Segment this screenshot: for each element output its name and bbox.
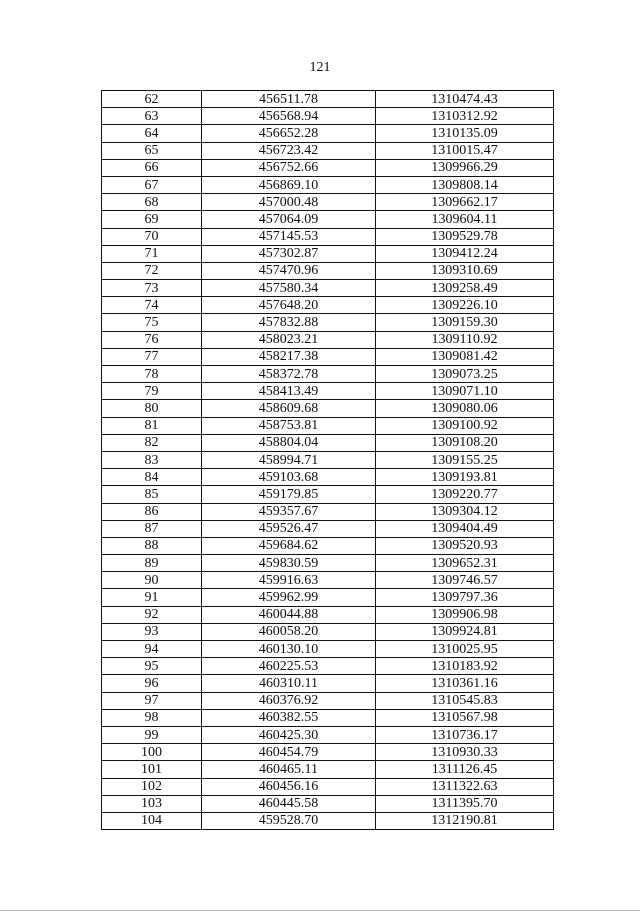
point-number-cell: 71: [102, 245, 202, 262]
point-number-cell: 87: [102, 520, 202, 537]
table-row: [102, 658, 554, 675]
table-row: [102, 262, 554, 279]
y-coordinate-cell: 1310015.47: [376, 142, 554, 159]
y-coordinate-cell: 1309924.81: [376, 623, 554, 640]
x-coordinate-cell: 458753.81: [202, 417, 376, 434]
x-coordinate-cell: 457648.20: [202, 297, 376, 314]
y-coordinate-cell: 1309652.31: [376, 555, 554, 572]
y-coordinate-cell: 1309073.25: [376, 366, 554, 383]
table-row: [102, 91, 554, 108]
point-number-cell: 91: [102, 589, 202, 606]
point-number-cell: 97: [102, 692, 202, 709]
x-coordinate-cell: 460225.53: [202, 658, 376, 675]
y-coordinate-cell: 1310135.09: [376, 125, 554, 142]
x-coordinate-cell: 460310.11: [202, 675, 376, 692]
y-coordinate-cell: 1310567.98: [376, 709, 554, 726]
y-coordinate-cell: 1311322.63: [376, 778, 554, 795]
x-coordinate-cell: 456511.78: [202, 91, 376, 108]
y-coordinate-cell: 1309258.49: [376, 280, 554, 297]
point-number-cell: 73: [102, 280, 202, 297]
x-coordinate-cell: 459962.99: [202, 589, 376, 606]
point-number-cell: 88: [102, 537, 202, 554]
table-row: [102, 383, 554, 400]
point-number-cell: 76: [102, 331, 202, 348]
point-number-cell: 95: [102, 658, 202, 675]
y-coordinate-cell: 1309110.92: [376, 331, 554, 348]
x-coordinate-cell: 458372.78: [202, 366, 376, 383]
x-coordinate-cell: 459526.47: [202, 520, 376, 537]
y-coordinate-cell: 1309155.25: [376, 451, 554, 468]
y-coordinate-cell: 1309529.78: [376, 228, 554, 245]
coordinates-table: [101, 90, 554, 830]
y-coordinate-cell: 1312190.81: [376, 812, 554, 829]
x-coordinate-cell: 460454.79: [202, 744, 376, 761]
x-coordinate-cell: 457832.88: [202, 314, 376, 331]
y-coordinate-cell: 1310361.16: [376, 675, 554, 692]
x-coordinate-cell: 458023.21: [202, 331, 376, 348]
point-number-cell: 70: [102, 228, 202, 245]
table-row: [102, 778, 554, 795]
x-coordinate-cell: 458609.68: [202, 400, 376, 417]
y-coordinate-cell: 1309071.10: [376, 383, 554, 400]
y-coordinate-cell: 1309304.12: [376, 503, 554, 520]
y-coordinate-cell: 1309100.92: [376, 417, 554, 434]
y-coordinate-cell: 1309662.17: [376, 194, 554, 211]
table-row: [102, 709, 554, 726]
table-row: [102, 366, 554, 383]
point-number-cell: 90: [102, 572, 202, 589]
point-number-cell: 84: [102, 469, 202, 486]
y-coordinate-cell: 1309746.57: [376, 572, 554, 589]
y-coordinate-cell: 1311395.70: [376, 795, 554, 812]
y-coordinate-cell: 1310736.17: [376, 726, 554, 743]
y-coordinate-cell: 1310545.83: [376, 692, 554, 709]
point-number-cell: 104: [102, 812, 202, 829]
point-number-cell: 94: [102, 641, 202, 658]
y-coordinate-cell: 1309520.93: [376, 537, 554, 554]
x-coordinate-cell: 459684.62: [202, 537, 376, 554]
x-coordinate-cell: 460425.30: [202, 726, 376, 743]
table-row: [102, 623, 554, 640]
x-coordinate-cell: 457000.48: [202, 194, 376, 211]
x-coordinate-cell: 458994.71: [202, 451, 376, 468]
point-number-cell: 86: [102, 503, 202, 520]
table-row: [102, 589, 554, 606]
point-number-cell: 99: [102, 726, 202, 743]
table-row: [102, 675, 554, 692]
coordinates-table-body: [102, 91, 554, 830]
point-number-cell: 72: [102, 262, 202, 279]
point-number-cell: 98: [102, 709, 202, 726]
x-coordinate-cell: 459830.59: [202, 555, 376, 572]
point-number-cell: 74: [102, 297, 202, 314]
table-row: [102, 503, 554, 520]
y-coordinate-cell: 1309404.49: [376, 520, 554, 537]
point-number-cell: 101: [102, 761, 202, 778]
table-row: [102, 812, 554, 829]
x-coordinate-cell: 456869.10: [202, 176, 376, 193]
table-row: [102, 331, 554, 348]
x-coordinate-cell: 457470.96: [202, 262, 376, 279]
table-row: [102, 451, 554, 468]
point-number-cell: 75: [102, 314, 202, 331]
table-row: [102, 108, 554, 125]
table-row: [102, 726, 554, 743]
table-row: [102, 469, 554, 486]
x-coordinate-cell: 456652.28: [202, 125, 376, 142]
bottom-rule: [0, 910, 640, 911]
y-coordinate-cell: 1309193.81: [376, 469, 554, 486]
y-coordinate-cell: 1309159.30: [376, 314, 554, 331]
table-row: [102, 555, 554, 572]
y-coordinate-cell: 1309808.14: [376, 176, 554, 193]
point-number-cell: 64: [102, 125, 202, 142]
x-coordinate-cell: 460044.88: [202, 606, 376, 623]
table-row: [102, 520, 554, 537]
table-row: [102, 142, 554, 159]
y-coordinate-cell: 1310474.43: [376, 91, 554, 108]
table-row: [102, 400, 554, 417]
point-number-cell: 102: [102, 778, 202, 795]
x-coordinate-cell: 460376.92: [202, 692, 376, 709]
table-row: [102, 641, 554, 658]
x-coordinate-cell: 458217.38: [202, 348, 376, 365]
x-coordinate-cell: 460456.16: [202, 778, 376, 795]
table-row: [102, 795, 554, 812]
y-coordinate-cell: 1309080.06: [376, 400, 554, 417]
x-coordinate-cell: 457302.87: [202, 245, 376, 262]
y-coordinate-cell: 1310025.95: [376, 641, 554, 658]
y-coordinate-cell: 1309108.20: [376, 434, 554, 451]
x-coordinate-cell: 456723.42: [202, 142, 376, 159]
point-number-cell: 68: [102, 194, 202, 211]
x-coordinate-cell: 460130.10: [202, 641, 376, 658]
x-coordinate-cell: 456568.94: [202, 108, 376, 125]
point-number-cell: 82: [102, 434, 202, 451]
point-number-cell: 92: [102, 606, 202, 623]
y-coordinate-cell: 1309220.77: [376, 486, 554, 503]
table-row: [102, 692, 554, 709]
y-coordinate-cell: 1309081.42: [376, 348, 554, 365]
x-coordinate-cell: 459357.67: [202, 503, 376, 520]
point-number-cell: 96: [102, 675, 202, 692]
x-coordinate-cell: 460058.20: [202, 623, 376, 640]
y-coordinate-cell: 1309412.24: [376, 245, 554, 262]
point-number-cell: 103: [102, 795, 202, 812]
table-row: [102, 228, 554, 245]
table-row: [102, 211, 554, 228]
y-coordinate-cell: 1309310.69: [376, 262, 554, 279]
table-row: [102, 245, 554, 262]
table-row: [102, 280, 554, 297]
x-coordinate-cell: 457145.53: [202, 228, 376, 245]
table-row: [102, 761, 554, 778]
point-number-cell: 69: [102, 211, 202, 228]
y-coordinate-cell: 1309797.36: [376, 589, 554, 606]
x-coordinate-cell: 459528.70: [202, 812, 376, 829]
x-coordinate-cell: 457580.34: [202, 280, 376, 297]
point-number-cell: 83: [102, 451, 202, 468]
x-coordinate-cell: 458804.04: [202, 434, 376, 451]
point-number-cell: 62: [102, 91, 202, 108]
y-coordinate-cell: 1310183.92: [376, 658, 554, 675]
point-number-cell: 63: [102, 108, 202, 125]
x-coordinate-cell: 456752.66: [202, 159, 376, 176]
point-number-cell: 80: [102, 400, 202, 417]
table-row: [102, 486, 554, 503]
table-row: [102, 125, 554, 142]
table-row: [102, 417, 554, 434]
y-coordinate-cell: 1311126.45: [376, 761, 554, 778]
x-coordinate-cell: 459916.63: [202, 572, 376, 589]
table-row: [102, 194, 554, 211]
point-number-cell: 79: [102, 383, 202, 400]
table-row: [102, 176, 554, 193]
y-coordinate-cell: 1310930.33: [376, 744, 554, 761]
table-row: [102, 297, 554, 314]
table-row: [102, 434, 554, 451]
x-coordinate-cell: 460445.58: [202, 795, 376, 812]
y-coordinate-cell: 1309604.11: [376, 211, 554, 228]
x-coordinate-cell: 460465.11: [202, 761, 376, 778]
table-row: [102, 606, 554, 623]
x-coordinate-cell: 459103.68: [202, 469, 376, 486]
y-coordinate-cell: 1309906.98: [376, 606, 554, 623]
y-coordinate-cell: 1309226.10: [376, 297, 554, 314]
point-number-cell: 81: [102, 417, 202, 434]
y-coordinate-cell: 1309966.29: [376, 159, 554, 176]
point-number-cell: 77: [102, 348, 202, 365]
point-number-cell: 85: [102, 486, 202, 503]
table-row: [102, 537, 554, 554]
page-number: 121: [309, 60, 331, 75]
table-row: [102, 572, 554, 589]
table-row: [102, 348, 554, 365]
point-number-cell: 93: [102, 623, 202, 640]
point-number-cell: 65: [102, 142, 202, 159]
table-row: [102, 159, 554, 176]
x-coordinate-cell: 459179.85: [202, 486, 376, 503]
point-number-cell: 66: [102, 159, 202, 176]
y-coordinate-cell: 1310312.92: [376, 108, 554, 125]
table-row: [102, 744, 554, 761]
point-number-cell: 100: [102, 744, 202, 761]
table-row: [102, 314, 554, 331]
x-coordinate-cell: 457064.09: [202, 211, 376, 228]
x-coordinate-cell: 458413.49: [202, 383, 376, 400]
x-coordinate-cell: 460382.55: [202, 709, 376, 726]
point-number-cell: 67: [102, 176, 202, 193]
point-number-cell: 89: [102, 555, 202, 572]
point-number-cell: 78: [102, 366, 202, 383]
